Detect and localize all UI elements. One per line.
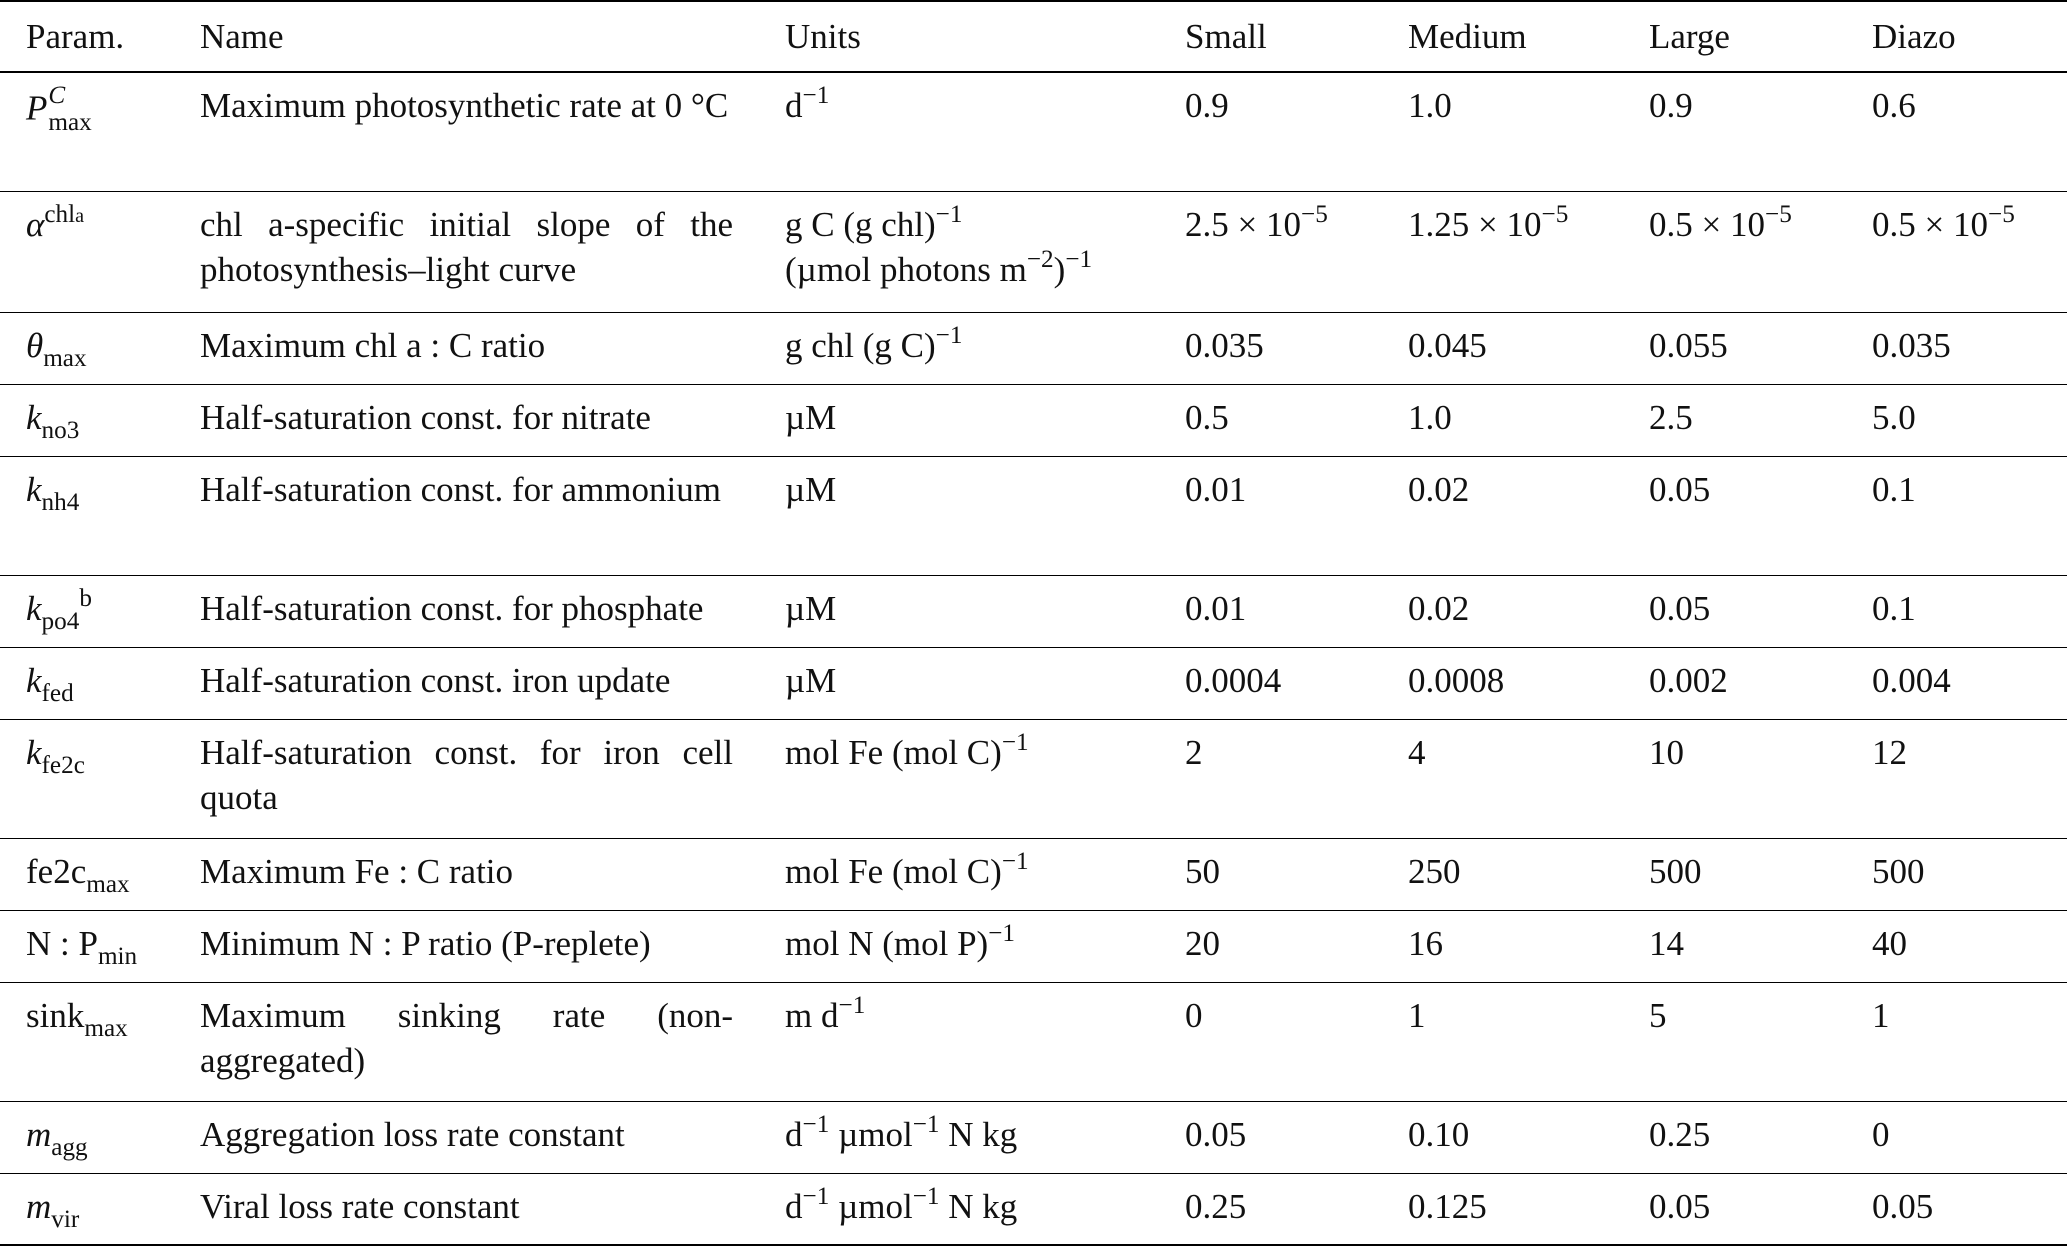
param-symbol: k bbox=[26, 732, 42, 772]
value-exponent: −5 bbox=[1541, 200, 1569, 228]
diazo-cell: 0.004 bbox=[1846, 647, 2067, 719]
units-cell bbox=[759, 191, 1159, 312]
units-sup: −1 bbox=[802, 1110, 830, 1138]
value-exponent: −5 bbox=[1301, 200, 1328, 228]
units-text: ) bbox=[1053, 249, 1066, 289]
header-large: Large bbox=[1623, 1, 1846, 72]
param-footnote: a bbox=[75, 204, 85, 227]
table-row bbox=[0, 1101, 2067, 1173]
param-cell bbox=[0, 191, 174, 312]
medium-cell: 250 bbox=[1382, 838, 1623, 910]
diazo-cell: 40 bbox=[1846, 910, 2067, 982]
diazo-cell: 5.0 bbox=[1846, 384, 2067, 456]
small-cell: 0 bbox=[1159, 982, 1382, 1101]
header-param: Param. bbox=[0, 1, 174, 72]
value-exponent: −5 bbox=[1765, 200, 1792, 228]
param-sub: agg bbox=[51, 1133, 88, 1161]
table-row bbox=[0, 191, 2067, 312]
small-cell: 0.01 bbox=[1159, 575, 1382, 647]
param-symbol: P bbox=[26, 88, 48, 128]
units-sup: −1 bbox=[1001, 847, 1029, 875]
param-cell bbox=[0, 1101, 174, 1173]
diazo-cell: 0.6 bbox=[1846, 72, 2067, 191]
units-cell bbox=[759, 910, 1159, 982]
param-sub: max bbox=[48, 109, 92, 137]
units-text: g C (g chl) bbox=[785, 204, 936, 244]
large-cell: 0.055 bbox=[1623, 312, 1846, 384]
value-mantissa: 2.5 × 10 bbox=[1185, 204, 1301, 244]
param-symbol: fe2c bbox=[26, 851, 87, 891]
units-sup: −1 bbox=[988, 919, 1016, 947]
large-cell: 0.05 bbox=[1623, 456, 1846, 575]
units-text: N kg bbox=[939, 1114, 1018, 1154]
units-sup: −2 bbox=[1026, 245, 1054, 273]
small-cell: 0.05 bbox=[1159, 1101, 1382, 1173]
name-cell: Half-saturation const. iron update bbox=[174, 647, 759, 719]
units-cell bbox=[759, 1101, 1159, 1173]
name-cell: Maximum Fe : C ratio bbox=[174, 838, 759, 910]
small-cell: 0.9 bbox=[1159, 72, 1382, 191]
value-exponent: −5 bbox=[1988, 200, 2015, 228]
header-row bbox=[0, 1, 2067, 72]
units-sup: −1 bbox=[802, 1182, 830, 1210]
large-cell: 14 bbox=[1623, 910, 1846, 982]
param-symbol: N : P bbox=[26, 923, 98, 963]
units-cell bbox=[759, 312, 1159, 384]
table-row bbox=[0, 647, 2067, 719]
param-symbol: m bbox=[26, 1186, 52, 1226]
param-sub: fe2c bbox=[41, 751, 85, 779]
large-cell: 0.05 bbox=[1623, 1173, 1846, 1245]
units-cell bbox=[759, 982, 1159, 1101]
diazo-cell: 500 bbox=[1846, 838, 2067, 910]
units-text: mol Fe (mol C) bbox=[785, 732, 1002, 772]
name-cell: chl a-specific initial slope of the photosynthesis–light curve bbox=[174, 191, 759, 312]
header-small: Small bbox=[1159, 1, 1382, 72]
large-cell: 0.05 bbox=[1623, 575, 1846, 647]
table-row bbox=[0, 72, 2067, 191]
param-symbol: α bbox=[26, 204, 45, 244]
header-units: Units bbox=[759, 1, 1159, 72]
table-row bbox=[0, 910, 2067, 982]
table-row bbox=[0, 312, 2067, 384]
units-cell bbox=[759, 719, 1159, 838]
diazo-cell: 0.05 bbox=[1846, 1173, 2067, 1245]
medium-cell: 1.0 bbox=[1382, 72, 1623, 191]
units-text: µmol bbox=[829, 1114, 913, 1154]
name-cell: Aggregation loss rate constant bbox=[174, 1101, 759, 1173]
units-sup: −1 bbox=[838, 991, 866, 1019]
header-name: Name bbox=[174, 1, 759, 72]
units-cell bbox=[759, 1173, 1159, 1245]
small-cell bbox=[1159, 191, 1382, 312]
param-cell bbox=[0, 575, 174, 647]
param-cell bbox=[0, 384, 174, 456]
param-symbol: k bbox=[26, 397, 42, 437]
units-text: d bbox=[785, 86, 803, 125]
units-text: m d bbox=[785, 995, 839, 1035]
value-mantissa: 0.5 × 10 bbox=[1649, 204, 1765, 244]
param-sub: nh4 bbox=[41, 488, 80, 516]
medium-cell: 4 bbox=[1382, 719, 1623, 838]
units-cell: µM bbox=[759, 456, 1159, 575]
diazo-cell: 0.035 bbox=[1846, 312, 2067, 384]
diazo-cell: 12 bbox=[1846, 719, 2067, 838]
large-cell: 0.25 bbox=[1623, 1101, 1846, 1173]
large-cell: 10 bbox=[1623, 719, 1846, 838]
param-symbol: k bbox=[26, 588, 42, 628]
param-sub: max bbox=[43, 344, 87, 372]
param-cell bbox=[0, 910, 174, 982]
small-cell: 0.035 bbox=[1159, 312, 1382, 384]
small-cell: 0.25 bbox=[1159, 1173, 1382, 1245]
units-sup: −1 bbox=[802, 82, 830, 110]
param-sub: po4 bbox=[41, 607, 80, 635]
small-cell: 2 bbox=[1159, 719, 1382, 838]
param-cell bbox=[0, 312, 174, 384]
units-cell: µM bbox=[759, 575, 1159, 647]
small-cell: 50 bbox=[1159, 838, 1382, 910]
medium-cell: 1.0 bbox=[1382, 384, 1623, 456]
param-sub: vir bbox=[51, 1205, 80, 1233]
large-cell: 0.9 bbox=[1623, 72, 1846, 191]
param-cell bbox=[0, 838, 174, 910]
param-symbol: k bbox=[26, 660, 42, 700]
param-cell bbox=[0, 72, 174, 191]
diazo-cell bbox=[1846, 191, 2067, 312]
medium-cell: 0.045 bbox=[1382, 312, 1623, 384]
param-symbol: sink bbox=[26, 995, 85, 1035]
table-row bbox=[0, 1173, 2067, 1245]
name-cell: Half-saturation const. for phosphate bbox=[174, 575, 759, 647]
name-cell: Maximum chl a : C ratio bbox=[174, 312, 759, 384]
diazo-cell: 0.1 bbox=[1846, 575, 2067, 647]
name-cell: Viral loss rate constant bbox=[174, 1173, 759, 1245]
diazo-cell: 1 bbox=[1846, 982, 2067, 1101]
large-cell bbox=[1623, 191, 1846, 312]
param-cell bbox=[0, 982, 174, 1101]
table-row bbox=[0, 838, 2067, 910]
medium-cell: 0.125 bbox=[1382, 1173, 1623, 1245]
name-cell: Half-saturation const. for nitrate bbox=[174, 384, 759, 456]
param-symbol: m bbox=[26, 1114, 52, 1154]
param-cell bbox=[0, 647, 174, 719]
medium-cell bbox=[1382, 191, 1623, 312]
units-cell: µM bbox=[759, 384, 1159, 456]
name-cell: Half-saturation const. for iron cell quota bbox=[174, 719, 759, 838]
large-cell: 500 bbox=[1623, 838, 1846, 910]
value-mantissa: 0.5 × 10 bbox=[1872, 204, 1988, 244]
param-sub: no3 bbox=[41, 416, 80, 444]
units-text: g chl (g C) bbox=[785, 325, 936, 365]
param-sup: C bbox=[48, 82, 66, 109]
small-cell: 0.01 bbox=[1159, 456, 1382, 575]
value-mantissa: 1.25 × 10 bbox=[1408, 204, 1542, 244]
param-symbol: k bbox=[26, 469, 42, 509]
large-cell: 2.5 bbox=[1623, 384, 1846, 456]
units-text: mol N (mol P) bbox=[785, 923, 989, 963]
units-text: N kg bbox=[939, 1186, 1018, 1226]
units-cell bbox=[759, 838, 1159, 910]
units-sup: −1 bbox=[1065, 245, 1093, 273]
medium-cell: 0.0008 bbox=[1382, 647, 1623, 719]
units-text: (µmol photons m bbox=[785, 249, 1027, 289]
large-cell: 5 bbox=[1623, 982, 1846, 1101]
medium-cell: 0.02 bbox=[1382, 575, 1623, 647]
small-cell: 0.5 bbox=[1159, 384, 1382, 456]
diazo-cell: 0.1 bbox=[1846, 456, 2067, 575]
param-footnote: b bbox=[79, 584, 92, 612]
name-cell: Half-saturation const. for ammonium bbox=[174, 456, 759, 575]
name-cell: Maximum photosynthetic rate at 0 °C bbox=[174, 72, 759, 191]
name-cell: Minimum N : P ratio (P-replete) bbox=[174, 910, 759, 982]
units-text: mol Fe (mol C) bbox=[785, 851, 1002, 891]
units-text: d bbox=[785, 1186, 803, 1226]
units-cell: µM bbox=[759, 647, 1159, 719]
header-diazo: Diazo bbox=[1846, 1, 2067, 72]
param-sub: max bbox=[84, 1014, 128, 1042]
name-cell: Maximum sinking rate (non-aggregated) bbox=[174, 982, 759, 1101]
table-row bbox=[0, 719, 2067, 838]
diazo-cell: 0 bbox=[1846, 1101, 2067, 1173]
table-row bbox=[0, 456, 2067, 575]
units-sup: −1 bbox=[935, 200, 963, 228]
medium-cell: 0.02 bbox=[1382, 456, 1623, 575]
units-text: d bbox=[785, 1114, 803, 1154]
medium-cell: 16 bbox=[1382, 910, 1623, 982]
medium-cell: 0.10 bbox=[1382, 1101, 1623, 1173]
small-cell: 20 bbox=[1159, 910, 1382, 982]
param-cell bbox=[0, 1173, 174, 1245]
param-sub: min bbox=[97, 942, 138, 970]
units-sup: −1 bbox=[935, 321, 963, 349]
units-sup: −1 bbox=[1001, 728, 1029, 756]
table-row bbox=[0, 575, 2067, 647]
param-cell bbox=[0, 456, 174, 575]
param-cell bbox=[0, 719, 174, 838]
units-sup: −1 bbox=[912, 1110, 940, 1138]
param-sup: chl bbox=[44, 200, 76, 228]
header-medium: Medium bbox=[1382, 1, 1623, 72]
small-cell: 0.0004 bbox=[1159, 647, 1382, 719]
param-sub: max bbox=[86, 870, 130, 898]
units-text: µmol bbox=[829, 1186, 913, 1226]
large-cell: 0.002 bbox=[1623, 647, 1846, 719]
param-symbol: θ bbox=[26, 325, 44, 365]
param-sub: fed bbox=[41, 679, 74, 707]
table-row bbox=[0, 982, 2067, 1101]
units-sup: −1 bbox=[912, 1182, 940, 1210]
units-cell bbox=[759, 72, 1159, 191]
table-row bbox=[0, 384, 2067, 456]
medium-cell: 1 bbox=[1382, 982, 1623, 1101]
